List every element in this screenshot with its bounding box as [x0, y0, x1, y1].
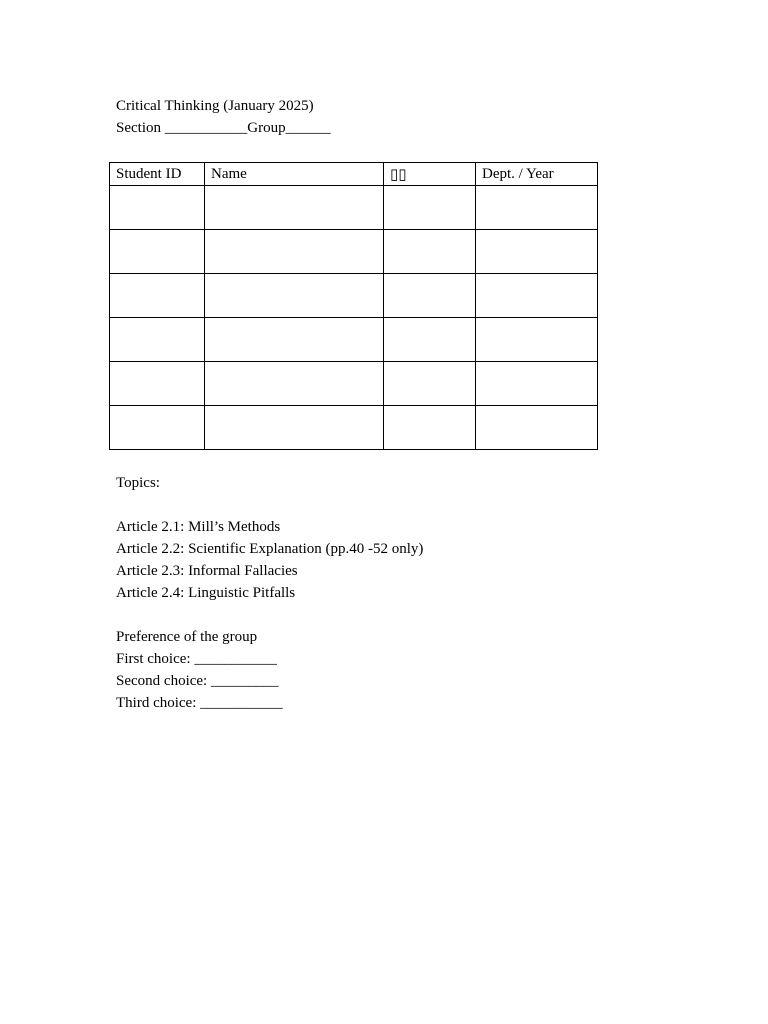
table-cell: [476, 230, 598, 274]
table-cell: [110, 186, 205, 230]
table-row: [110, 230, 598, 274]
preference-heading: Preference of the group: [116, 629, 258, 645]
table-cell: [205, 318, 384, 362]
student-roster-table: [109, 162, 598, 450]
table-cell: [476, 362, 598, 406]
table-cell: [110, 274, 205, 318]
table-row: [110, 274, 598, 318]
table-cell: [476, 274, 598, 318]
table-cell: [205, 230, 384, 274]
topic-item: Article 2.3: Informal Fallacies: [116, 563, 298, 579]
table-row: [110, 362, 598, 406]
column-header-dept-year: Dept. / Year: [476, 163, 598, 186]
table-cell: [476, 406, 598, 450]
third-choice-line: Third choice: ___________: [116, 695, 283, 711]
table-cell: [205, 274, 384, 318]
table-cell: [205, 362, 384, 406]
first-choice-line: First choice: ___________: [116, 651, 277, 667]
topics-heading: Topics:: [116, 475, 160, 491]
table-cell: [384, 406, 476, 450]
table-cell: [110, 318, 205, 362]
table-cell: [205, 406, 384, 450]
table-cell: [205, 186, 384, 230]
table-cell: [384, 362, 476, 406]
document-title: Critical Thinking (January 2025): [116, 98, 314, 114]
table-cell: [110, 230, 205, 274]
table-cell: [110, 362, 205, 406]
topic-item: Article 2.2: Scientific Explanation (pp.40 -52 only): [116, 541, 424, 557]
column-header-unrendered: ▯▯: [384, 163, 476, 186]
table-cell: [384, 318, 476, 362]
table-row: [110, 406, 598, 450]
table-header-row: [110, 163, 598, 186]
table-cell: [384, 274, 476, 318]
table-row: [110, 318, 598, 362]
column-header-name: Name: [205, 163, 384, 186]
topic-item: Article 2.1: Mill’s Methods: [116, 519, 281, 535]
column-header-student-id: Student ID: [110, 163, 205, 186]
table-cell: [384, 230, 476, 274]
table-cell: [476, 318, 598, 362]
section-group-line: Section ___________Group______: [116, 120, 331, 136]
table-cell: [476, 186, 598, 230]
table-cell: [110, 406, 205, 450]
topic-item: Article 2.4: Linguistic Pitfalls: [116, 585, 296, 601]
table-cell: [384, 186, 476, 230]
second-choice-line: Second choice: _________: [116, 673, 279, 689]
table-row: [110, 186, 598, 230]
